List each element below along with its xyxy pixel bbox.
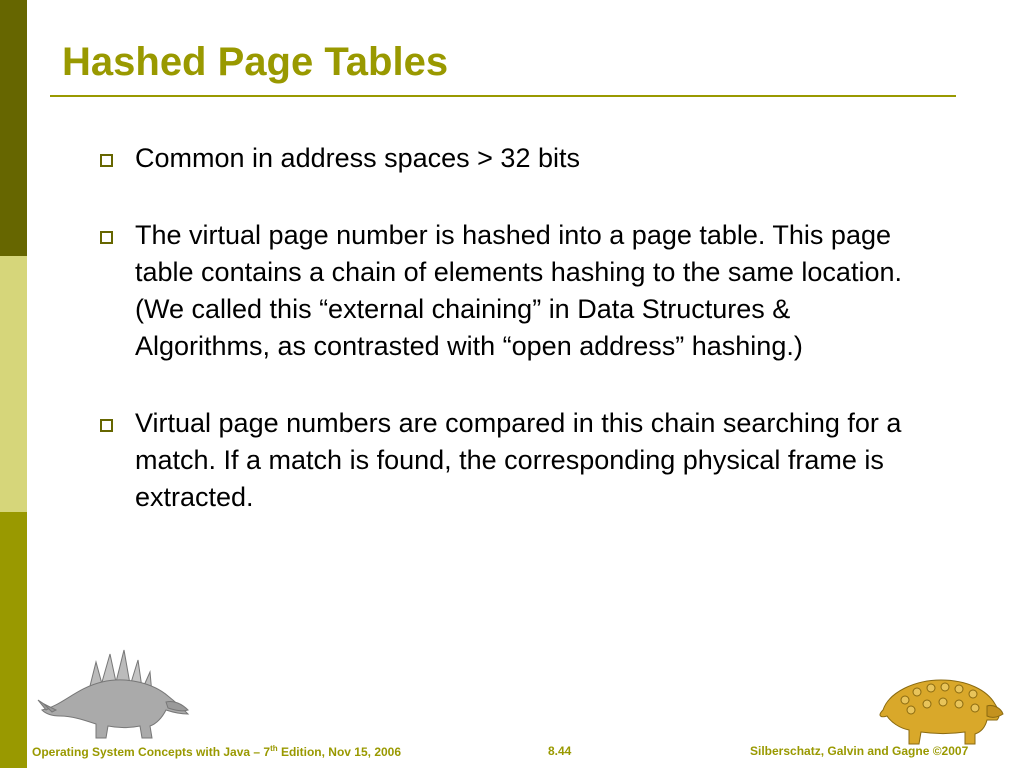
bullet-list	[96, 140, 916, 556]
bullet-text: Virtual page numbers are compared in this chain searching for a match. If a match is found, the corresponding physical frame is extracted.	[135, 408, 902, 512]
hollow-square-bullet-icon	[100, 419, 113, 432]
footer-course-suffix: Edition, Nov 15, 2006	[277, 745, 402, 759]
footer-course-sup: th	[270, 744, 278, 753]
bullet-item	[96, 217, 916, 365]
sidebar-segment-olive	[0, 512, 27, 768]
bullet-item	[96, 140, 916, 177]
stegosaurus-dinosaur-icon	[32, 648, 192, 742]
footer-copyright: Silberschatz, Galvin and Gagne ©2007	[750, 744, 969, 758]
footer-course-prefix: Operating System Concepts with Java – 7	[32, 745, 271, 759]
ankylosaurus-dinosaur-icon	[875, 670, 1005, 748]
sidebar-decoration	[0, 0, 27, 768]
hollow-square-bullet-icon	[100, 231, 113, 244]
bullet-item	[96, 405, 916, 516]
slide-title: Hashed Page Tables	[62, 40, 449, 84]
hollow-square-bullet-icon	[100, 154, 113, 167]
footer-course-info	[32, 744, 401, 759]
title-divider	[50, 95, 956, 97]
sidebar-segment-dark	[0, 0, 27, 256]
bullet-text: Common in address spaces > 32 bits	[135, 143, 580, 173]
bullet-text: The virtual page number is hashed into a page table. This page table contains a chain of elements hashing to the same location. (We called this “external chaining” in Data Structures & Algorithms, as contrasted with “open address” hashing.)	[135, 220, 902, 361]
footer-page-number: 8.44	[548, 744, 572, 758]
sidebar-segment-light	[0, 256, 27, 512]
